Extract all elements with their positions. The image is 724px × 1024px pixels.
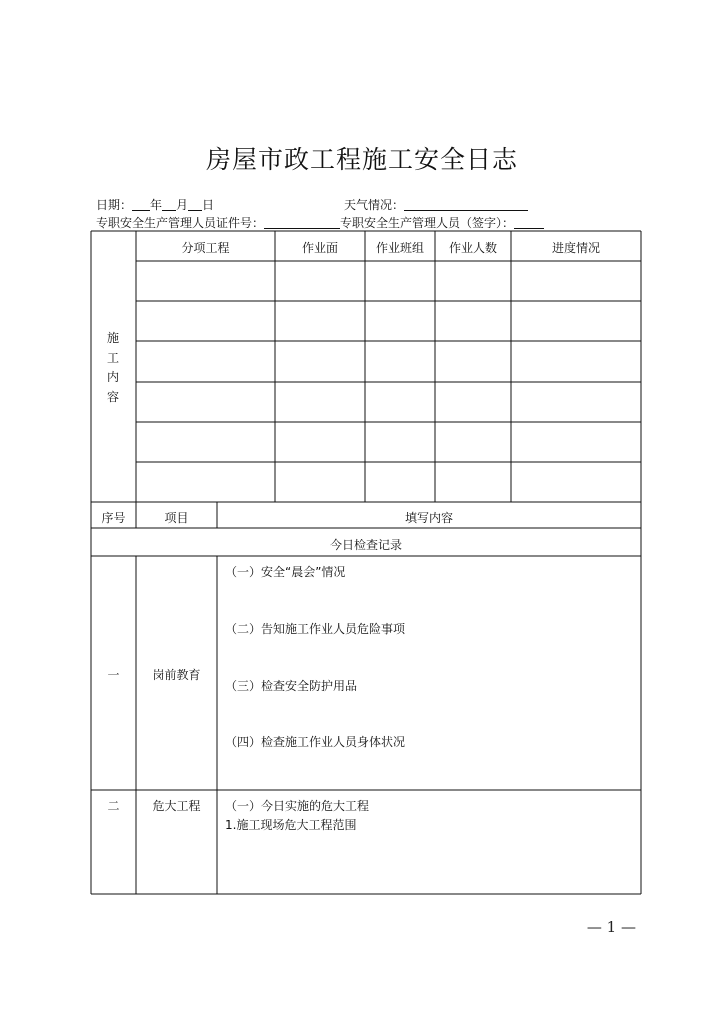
row2-item: 危大工程 [152, 799, 201, 813]
year-blank[interactable] [132, 198, 150, 211]
weather-label: 天气情况： [344, 198, 405, 212]
weather-line [344, 196, 528, 213]
row2-line-2: 1.施工现场危大工程范围 [225, 818, 357, 832]
side-char: 容 [106, 389, 119, 404]
content-grid-area[interactable] [137, 262, 640, 501]
page-number: — 1 — [586, 918, 636, 936]
cert-blank[interactable] [264, 216, 340, 229]
weather-blank[interactable] [404, 198, 528, 211]
header-subproject: 分项工程 [181, 241, 230, 255]
side-char: 内 [106, 370, 119, 384]
row1-line-2: （二）告知施工作业人员危险事项 [225, 622, 406, 636]
header-worker-count: 作业人数 [448, 241, 497, 255]
header-progress: 进度情况 [551, 241, 600, 255]
cert-line [96, 214, 544, 231]
header-work-team: 作业班组 [375, 241, 424, 255]
row1-line-3: （三）检查安全防护用品 [225, 679, 358, 693]
side-char: 施 [106, 331, 119, 345]
header-item: 项目 [164, 511, 189, 525]
cert-label: 专职安全生产管理人员证件号： [96, 216, 265, 230]
day-label: 日 [202, 198, 215, 212]
row1-line-4: （四）检查施工作业人员身体状况 [225, 735, 406, 749]
row2-seq: 二 [107, 799, 120, 813]
sign-blank[interactable] [514, 216, 544, 229]
header-work-surface: 作业面 [301, 241, 338, 255]
date-line [96, 196, 214, 213]
side-char: 工 [106, 350, 119, 365]
month-blank[interactable] [162, 198, 176, 211]
date-label: 日期： [96, 198, 133, 212]
document-title: 房屋市政工程施工安全日志 [205, 145, 518, 174]
row2-line-1: （一）今日实施的危大工程 [225, 799, 370, 813]
section-title: 今日检查记录 [329, 538, 402, 552]
day-blank[interactable] [188, 198, 202, 211]
header-seq: 序号 [101, 511, 126, 525]
row1-seq: 一 [107, 668, 120, 682]
header-fill-content: 填写内容 [404, 511, 453, 525]
sign-label: 专职安全生产管理人员（签字）： [340, 216, 515, 230]
row1-item: 岗前教育 [152, 668, 201, 682]
month-label: 月 [176, 198, 189, 212]
year-label: 年 [150, 198, 163, 212]
construction-content-label [103, 329, 123, 407]
row1-line-1: （一）安全“晨会”情况 [225, 565, 346, 579]
